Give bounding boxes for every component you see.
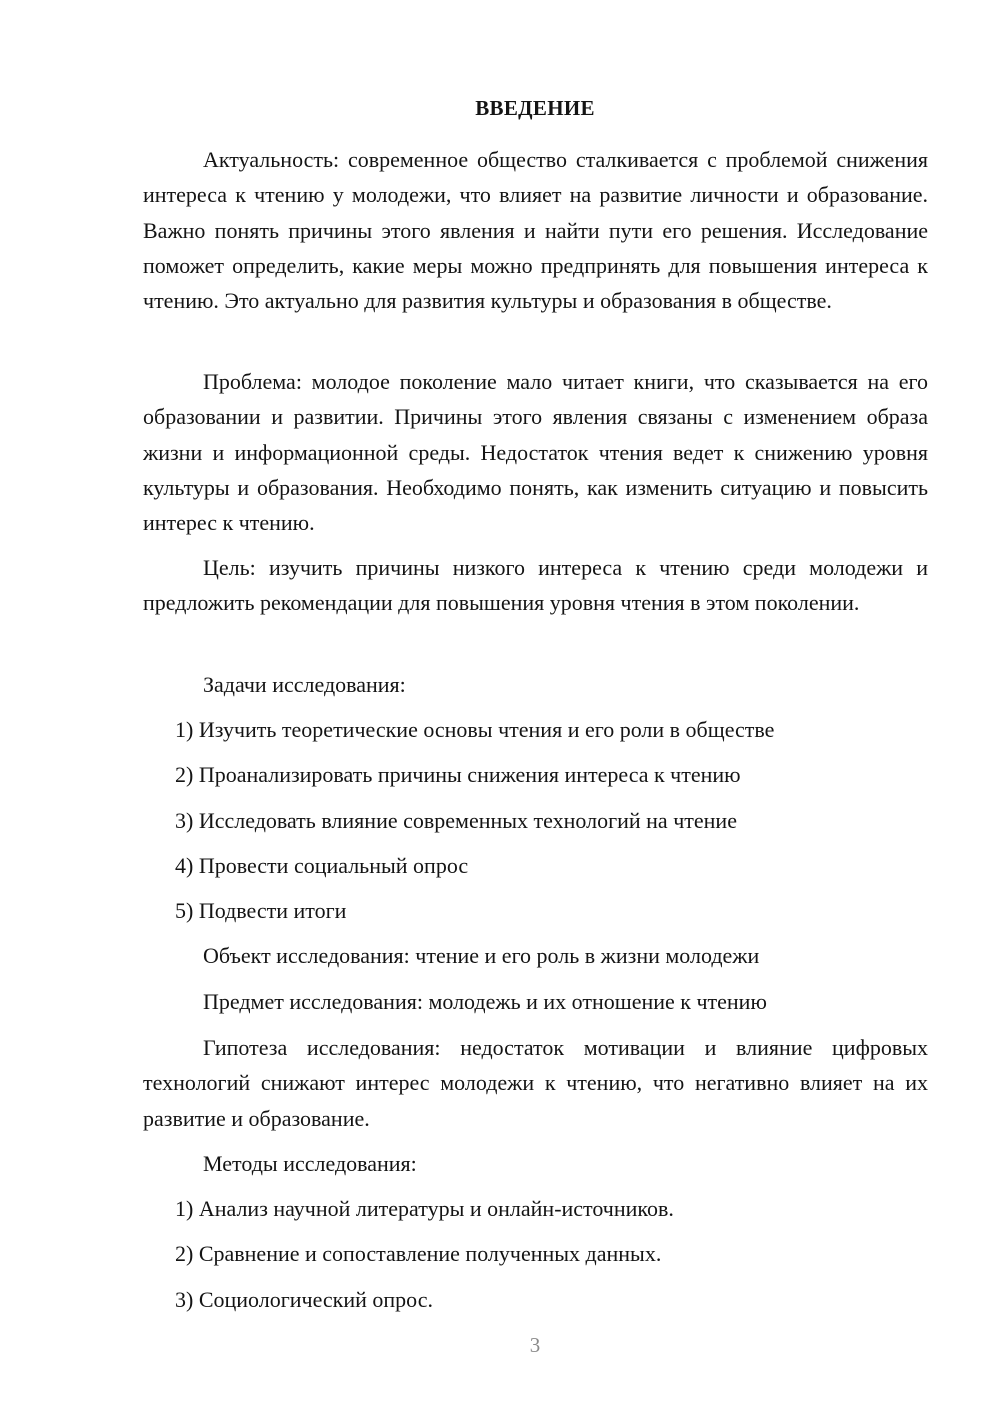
section-title: ВВЕДЕНИЕ [475,96,595,120]
tasks-heading: Задачи исследования: [203,672,406,697]
task-item: 3) Исследовать влияние современных технологий на чтение [175,808,737,833]
method-item: 3) Социологический опрос. [175,1287,433,1312]
hypothesis-paragraph: Гипотеза исследования: недостаток мотивации и влияние цифровых технологий снижают интерес молодежи к чтению, что негативно влияет на их развитие и образование. [143,1035,928,1131]
problem-paragraph: Проблема: молодое поколение мало читает книги, что сказывается на его образовании и развитии. Причины этого явления связаны с изменением образа жизни и информационной среды. Недостаток чтения ведет к снижению уровня культуры и образования. Необходимо понять, как изменить ситуацию и повысить интерес к чтению. [143,369,928,536]
page-number: 3 [529,1333,541,1357]
methods-heading: Методы исследования: [203,1151,417,1176]
task-item: 5) Подвести итоги [175,898,347,923]
goal-paragraph: Цель: изучить причины низкого интереса к чтению среди молодежи и предложить рекомендации для повышения уровня чтения в этом поколении. [143,555,928,616]
method-item: 2) Сравнение и сопоставление полученных данных. [175,1241,662,1266]
method-item: 1) Анализ научной литературы и онлайн-источников. [175,1196,674,1221]
task-item: 4) Провести социальный опрос [175,853,469,878]
task-item: 1) Изучить теоретические основы чтения и его роли в обществе [175,717,775,742]
research-subject: Предмет исследования: молодежь и их отношение к чтению [203,989,767,1014]
research-object: Объект исследования: чтение и его роль в жизни молодежи [203,943,760,968]
relevance-paragraph: Актуальность: современное общество сталкивается с проблемой снижения интереса к чтению у молодежи, что влияет на развитие личности и образование. Важно понять причины этого явления и найти пути его решения. Исследование поможет определить, какие меры можно предпринять для повышения интереса к чтению. Это актуально для развития культуры и образования в обществе. [143,147,928,314]
task-item: 2) Проанализировать причины снижения интереса к чтению [175,762,741,787]
